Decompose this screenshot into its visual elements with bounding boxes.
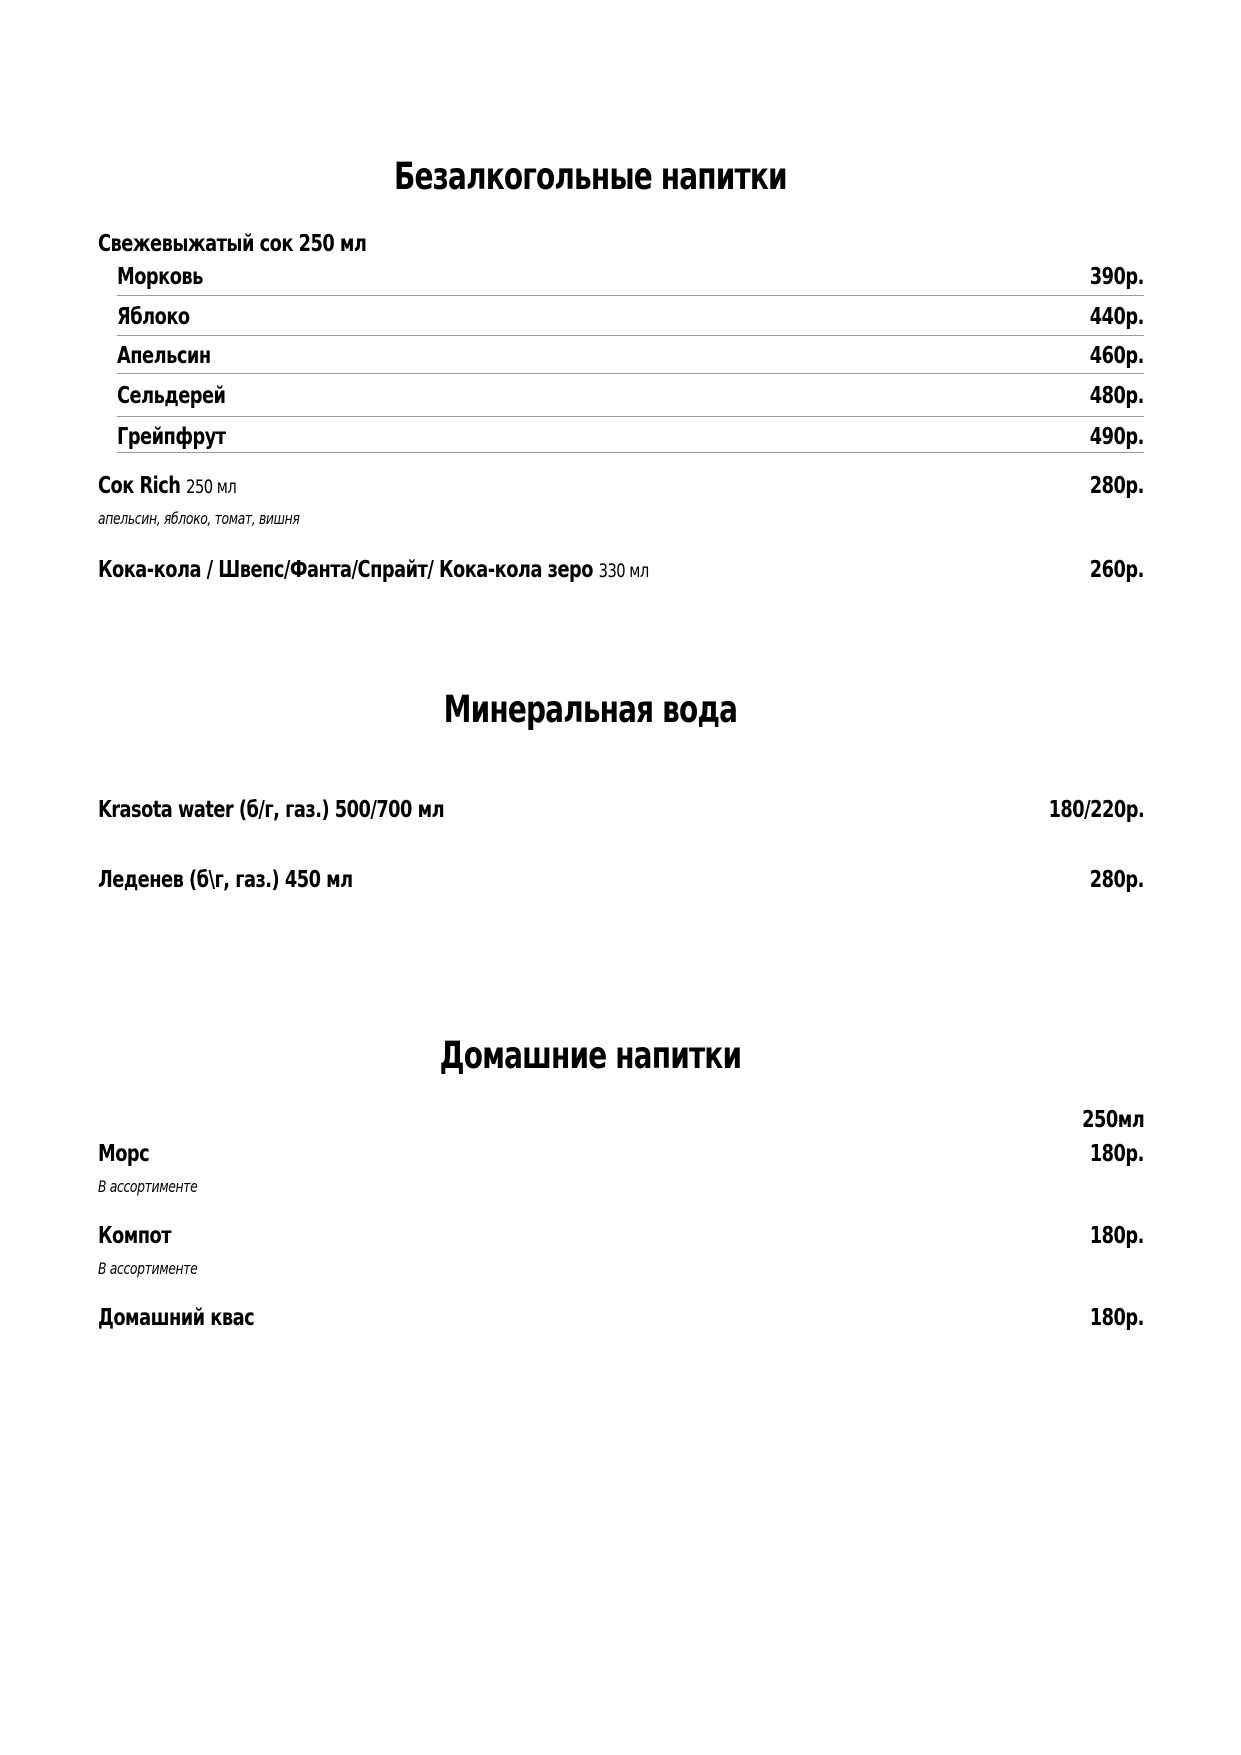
- section-title-mineral-water: Минеральная вода: [443, 688, 738, 731]
- menu-item-name: Кока-кола / Швепс/Фанта/Спрайт/ Кока-кола зеро: [98, 557, 593, 583]
- menu-item-price: 280р.: [1089, 473, 1144, 499]
- menu-item-name: Морковь: [117, 264, 203, 290]
- fresh-juice-label: Свежевыжатый сок 250 мл: [98, 231, 367, 257]
- menu-item-soda: [98, 557, 649, 583]
- menu-item-note: апельсин, яблоко, томат, вишня: [98, 509, 300, 528]
- section-title-homemade-drinks: Домашние напитки: [439, 1034, 742, 1077]
- menu-item-price: 280р.: [1089, 867, 1144, 893]
- divider: [117, 452, 1144, 453]
- menu-item-price: 260р.: [1089, 557, 1144, 583]
- menu-item-name: Грейпфрут: [117, 424, 226, 450]
- menu-item-price: 480р.: [1089, 383, 1144, 409]
- menu-item-price: 390р.: [1089, 264, 1144, 290]
- divider: [117, 373, 1144, 374]
- menu-item-price: 440р.: [1089, 304, 1144, 330]
- divider: [117, 416, 1144, 417]
- menu-item-price: 460р.: [1089, 343, 1144, 369]
- menu-item-name: Яблоко: [117, 304, 190, 330]
- menu-item-price: 180/220р.: [1048, 797, 1144, 823]
- divider: [117, 295, 1144, 296]
- menu-item-rich: [98, 473, 236, 499]
- menu-item-name: Леденев (б\г, газ.) 450 мл: [98, 867, 353, 893]
- menu-item-price: 490р.: [1089, 424, 1144, 450]
- menu-item-note: В ассортименте: [98, 1177, 198, 1196]
- menu-item-price: 180р.: [1089, 1141, 1144, 1167]
- menu-item-name: Компот: [98, 1223, 172, 1249]
- menu-item-name: Домашний квас: [98, 1305, 255, 1331]
- menu-item-volume: 330 мл: [598, 560, 649, 582]
- menu-item-name: Сельдерей: [117, 383, 226, 409]
- menu-item-name: Морс: [98, 1141, 150, 1167]
- volume-header: 250мл: [1081, 1107, 1144, 1133]
- menu-item-name: Апельсин: [117, 343, 211, 369]
- section-title-soft-drinks: Безалкогольные напитки: [394, 155, 787, 198]
- divider: [117, 335, 1144, 336]
- menu-item-price: 180р.: [1089, 1223, 1144, 1249]
- menu-item-price: 180р.: [1089, 1305, 1144, 1331]
- menu-item-name: Krasota water (б/г, газ.) 500/700 мл: [98, 797, 445, 823]
- menu-item-volume: 250 мл: [186, 476, 237, 498]
- menu-item-name: Сок Rich: [98, 473, 181, 499]
- menu-item-note: В ассортименте: [98, 1259, 198, 1278]
